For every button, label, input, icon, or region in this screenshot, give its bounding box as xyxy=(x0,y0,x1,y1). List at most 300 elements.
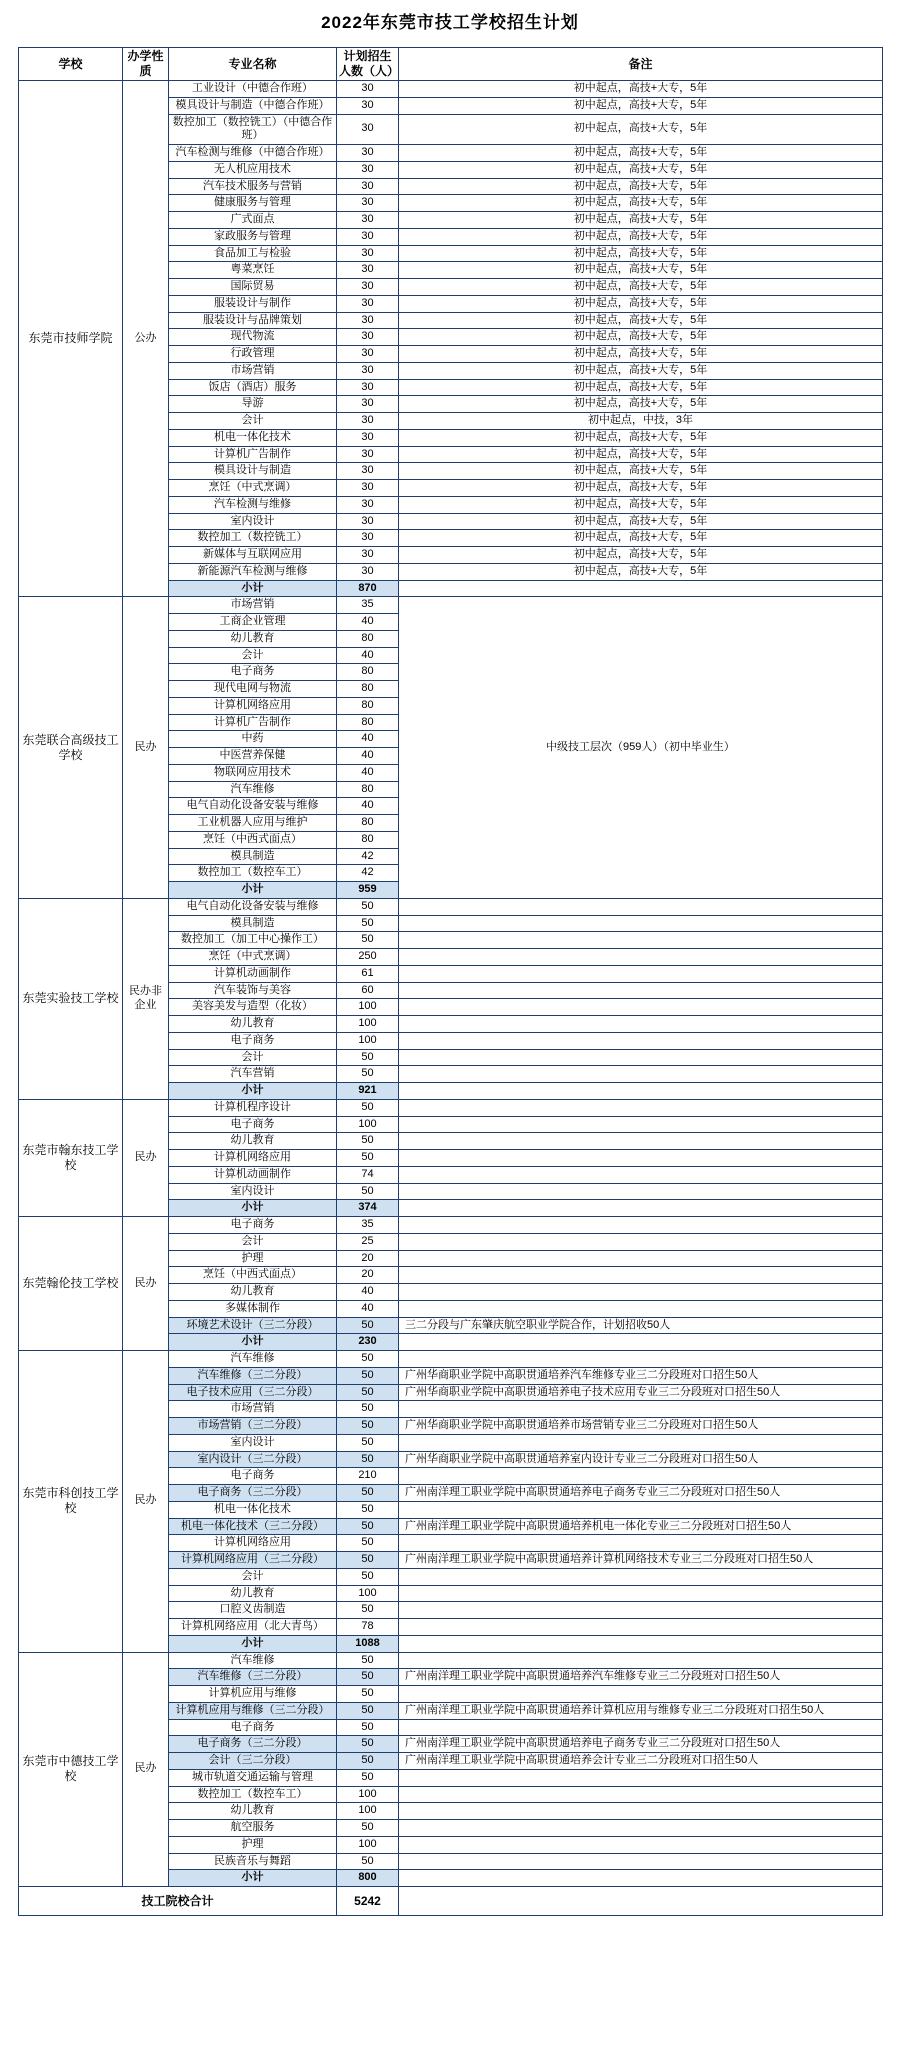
plan-count-cell: 50 xyxy=(337,1669,399,1686)
remark-cell xyxy=(399,1217,883,1234)
major-name-cell: 计算机广告制作 xyxy=(169,446,337,463)
plan-count-cell: 30 xyxy=(337,295,399,312)
header-remark: 备注 xyxy=(399,48,883,81)
remark-cell xyxy=(399,1150,883,1167)
major-name-cell: 护理 xyxy=(169,1836,337,1853)
plan-count-cell: 30 xyxy=(337,81,399,98)
plan-count-cell: 50 xyxy=(337,1501,399,1518)
plan-count-cell: 50 xyxy=(337,1485,399,1502)
school-nature-cell: 民办 xyxy=(123,1099,169,1216)
remark-cell xyxy=(399,1434,883,1451)
major-name-cell: 数控加工（数控车工） xyxy=(169,1786,337,1803)
major-name-cell: 电子商务 xyxy=(169,1719,337,1736)
remark-cell: 初中起点，高技+大专，5年 xyxy=(399,379,883,396)
remark-cell xyxy=(399,1401,883,1418)
remark-cell: 中级技工层次（959人）（初中毕业生） xyxy=(399,597,883,899)
table-row xyxy=(19,1652,883,1669)
major-name-cell: 中医营养保健 xyxy=(169,748,337,765)
plan-count-cell: 30 xyxy=(337,563,399,580)
plan-count-cell: 50 xyxy=(337,1820,399,1837)
remark-cell: 初中起点，高技+大专，5年 xyxy=(399,195,883,212)
plan-count-cell: 30 xyxy=(337,396,399,413)
subtotal-value: 959 xyxy=(337,882,399,899)
remark-cell: 广州南洋理工职业学院中高职贯通培养电子商务专业三二分段班对口招生50人 xyxy=(399,1485,883,1502)
subtotal-label: 小计 xyxy=(169,580,337,597)
major-name-cell: 室内设计 xyxy=(169,1183,337,1200)
major-name-cell: 幼儿教育 xyxy=(169,1803,337,1820)
plan-count-cell: 40 xyxy=(337,748,399,765)
major-name-cell: 计算机网络应用 xyxy=(169,697,337,714)
major-name-cell: 机电一体化技术 xyxy=(169,429,337,446)
remark-cell xyxy=(399,1820,883,1837)
major-name-cell: 汽车营销 xyxy=(169,1066,337,1083)
remark-cell: 广州南洋理工职业学院中高职贯通培养机电一体化专业三二分段班对口招生50人 xyxy=(399,1518,883,1535)
major-name-cell: 会计 xyxy=(169,413,337,430)
major-name-cell: 电子商务 xyxy=(169,1217,337,1234)
remark-cell xyxy=(399,1619,883,1636)
remark-cell: 初中起点，高技+大专，5年 xyxy=(399,446,883,463)
plan-count-cell: 50 xyxy=(337,1686,399,1703)
remark-cell: 初中起点，高技+大专，5年 xyxy=(399,563,883,580)
plan-count-cell: 42 xyxy=(337,865,399,882)
major-name-cell: 市场营销（三二分段） xyxy=(169,1418,337,1435)
school-name-cell: 东莞市中德技工学校 xyxy=(19,1652,123,1887)
remark-cell xyxy=(399,1133,883,1150)
remark-cell: 广州南洋理工职业学院中高职贯通培养计算机应用与维修专业三二分段班对口招生50人 xyxy=(399,1702,883,1719)
plan-count-cell: 50 xyxy=(337,1568,399,1585)
remark-cell xyxy=(399,1049,883,1066)
major-name-cell: 市场营销 xyxy=(169,1401,337,1418)
remark-cell: 广州南洋理工职业学院中高职贯通培养计算机网络技术专业三二分段班对口招生50人 xyxy=(399,1552,883,1569)
remark-cell xyxy=(399,1686,883,1703)
plan-count-cell: 30 xyxy=(337,312,399,329)
plan-count-cell: 50 xyxy=(337,898,399,915)
major-name-cell: 物联网应用技术 xyxy=(169,764,337,781)
plan-count-cell: 50 xyxy=(337,1518,399,1535)
major-name-cell: 粤菜烹饪 xyxy=(169,262,337,279)
remark-cell xyxy=(399,1166,883,1183)
major-name-cell: 计算机应用与维修（三二分段） xyxy=(169,1702,337,1719)
major-name-cell: 幼儿教育 xyxy=(169,630,337,647)
school-name-cell: 东莞市科创技工学校 xyxy=(19,1351,123,1653)
major-name-cell: 会计 xyxy=(169,1233,337,1250)
subtotal-remark xyxy=(399,1200,883,1217)
major-name-cell: 模具设计与制造 xyxy=(169,463,337,480)
major-name-cell: 数控加工（数控铣工） xyxy=(169,530,337,547)
plan-count-cell: 50 xyxy=(337,1853,399,1870)
remark-cell xyxy=(399,1351,883,1368)
plan-count-cell: 78 xyxy=(337,1619,399,1636)
major-name-cell: 汽车技术服务与营销 xyxy=(169,178,337,195)
major-name-cell: 幼儿教育 xyxy=(169,1016,337,1033)
remark-cell xyxy=(399,1602,883,1619)
plan-count-cell: 50 xyxy=(337,1099,399,1116)
remark-cell xyxy=(399,1535,883,1552)
plan-count-cell: 80 xyxy=(337,630,399,647)
remark-cell xyxy=(399,1568,883,1585)
plan-count-cell: 50 xyxy=(337,1736,399,1753)
major-name-cell: 饭店（酒店）服务 xyxy=(169,379,337,396)
major-name-cell: 电子技术应用（三二分段） xyxy=(169,1384,337,1401)
remark-cell: 初中起点，高技+大专，5年 xyxy=(399,312,883,329)
plan-count-cell: 40 xyxy=(337,1284,399,1301)
remark-cell xyxy=(399,1786,883,1803)
remark-cell: 初中起点，高技+大专，5年 xyxy=(399,295,883,312)
major-name-cell: 汽车维修 xyxy=(169,1351,337,1368)
remark-cell: 初中起点，高技+大专，5年 xyxy=(399,245,883,262)
school-nature-cell: 民办 xyxy=(123,1351,169,1653)
major-name-cell: 会计 xyxy=(169,1568,337,1585)
plan-count-cell: 40 xyxy=(337,798,399,815)
major-name-cell: 会计 xyxy=(169,1049,337,1066)
remark-cell: 初中起点，高技+大专，5年 xyxy=(399,513,883,530)
plan-count-cell: 50 xyxy=(337,1535,399,1552)
remark-cell: 初中起点，高技+大专，5年 xyxy=(399,362,883,379)
remark-cell xyxy=(399,1267,883,1284)
major-name-cell: 食品加工与检验 xyxy=(169,245,337,262)
table-row xyxy=(19,1351,883,1368)
plan-count-cell: 30 xyxy=(337,97,399,114)
plan-count-cell: 50 xyxy=(337,1753,399,1770)
major-name-cell: 电子商务 xyxy=(169,1116,337,1133)
plan-count-cell: 100 xyxy=(337,1032,399,1049)
remark-cell: 广州华商职业学院中高职贯通培养室内设计专业三二分段班对口招生50人 xyxy=(399,1451,883,1468)
major-name-cell: 幼儿教育 xyxy=(169,1585,337,1602)
table-body xyxy=(19,81,883,1916)
major-name-cell: 行政管理 xyxy=(169,346,337,363)
school-nature-cell: 民办 xyxy=(123,1217,169,1351)
header-major: 专业名称 xyxy=(169,48,337,81)
remark-cell: 初中起点，高技+大专，5年 xyxy=(399,212,883,229)
remark-cell xyxy=(399,1853,883,1870)
major-name-cell: 新能源汽车检测与维修 xyxy=(169,563,337,580)
remark-cell: 初中起点，高技+大专，5年 xyxy=(399,463,883,480)
remark-cell: 初中起点，高技+大专，5年 xyxy=(399,81,883,98)
major-name-cell: 美容美发与造型（化妆） xyxy=(169,999,337,1016)
plan-count-cell: 50 xyxy=(337,1049,399,1066)
remark-cell: 广州华商职业学院中高职贯通培养电子技术应用专业三二分段班对口招生50人 xyxy=(399,1384,883,1401)
grand-total-row xyxy=(19,1887,883,1916)
plan-count-cell: 30 xyxy=(337,413,399,430)
subtotal-value: 800 xyxy=(337,1870,399,1887)
major-name-cell: 工商企业管理 xyxy=(169,614,337,631)
major-name-cell: 计算机程序设计 xyxy=(169,1099,337,1116)
major-name-cell: 电气自动化设备安装与维修 xyxy=(169,898,337,915)
enrollment-plan-table xyxy=(18,47,883,1916)
plan-count-cell: 50 xyxy=(337,1719,399,1736)
plan-count-cell: 100 xyxy=(337,1585,399,1602)
subtotal-value: 921 xyxy=(337,1083,399,1100)
plan-count-cell: 30 xyxy=(337,245,399,262)
remark-cell xyxy=(399,932,883,949)
plan-count-cell: 30 xyxy=(337,446,399,463)
subtotal-label: 小计 xyxy=(169,1635,337,1652)
plan-count-cell: 20 xyxy=(337,1267,399,1284)
plan-count-cell: 50 xyxy=(337,1451,399,1468)
plan-count-cell: 80 xyxy=(337,664,399,681)
remark-cell: 初中起点，高技+大专，5年 xyxy=(399,161,883,178)
major-name-cell: 机电一体化技术 xyxy=(169,1501,337,1518)
subtotal-remark xyxy=(399,580,883,597)
major-name-cell: 汽车维修 xyxy=(169,781,337,798)
remark-cell xyxy=(399,949,883,966)
major-name-cell: 模具制造 xyxy=(169,915,337,932)
plan-count-cell: 61 xyxy=(337,965,399,982)
plan-count-cell: 80 xyxy=(337,714,399,731)
plan-count-cell: 50 xyxy=(337,1652,399,1669)
plan-count-cell: 50 xyxy=(337,1150,399,1167)
plan-count-cell: 30 xyxy=(337,429,399,446)
plan-count-cell: 30 xyxy=(337,496,399,513)
major-name-cell: 烹饪（中西式面点） xyxy=(169,1267,337,1284)
major-name-cell: 新媒体与互联网应用 xyxy=(169,547,337,564)
major-name-cell: 口腔义齿制造 xyxy=(169,1602,337,1619)
major-name-cell: 现代物流 xyxy=(169,329,337,346)
remark-cell xyxy=(399,965,883,982)
major-name-cell: 模具设计与制造（中德合作班） xyxy=(169,97,337,114)
remark-cell: 初中起点，高技+大专，5年 xyxy=(399,329,883,346)
plan-count-cell: 100 xyxy=(337,999,399,1016)
major-name-cell: 国际贸易 xyxy=(169,279,337,296)
major-name-cell: 计算机应用与维修 xyxy=(169,1686,337,1703)
subtotal-value: 870 xyxy=(337,580,399,597)
table-row xyxy=(19,597,883,614)
plan-count-cell: 30 xyxy=(337,547,399,564)
school-name-cell: 东莞市翰东技工学校 xyxy=(19,1099,123,1216)
school-nature-cell: 公办 xyxy=(123,81,169,597)
major-name-cell: 室内设计 xyxy=(169,513,337,530)
plan-count-cell: 50 xyxy=(337,1183,399,1200)
major-name-cell: 电子商务（三二分段） xyxy=(169,1736,337,1753)
major-name-cell: 市场营销 xyxy=(169,362,337,379)
remark-cell xyxy=(399,1585,883,1602)
subtotal-remark xyxy=(399,1334,883,1351)
remark-cell: 三二分段与广东肇庆航空职业学院合作，计划招收50人 xyxy=(399,1317,883,1334)
plan-count-cell: 50 xyxy=(337,1602,399,1619)
subtotal-label: 小计 xyxy=(169,1870,337,1887)
table-row xyxy=(19,1099,883,1116)
major-name-cell: 室内设计 xyxy=(169,1434,337,1451)
major-name-cell: 会计 xyxy=(169,647,337,664)
major-name-cell: 电子商务 xyxy=(169,664,337,681)
header-plan-count: 计划招生人数（人） xyxy=(337,48,399,81)
plan-count-cell: 30 xyxy=(337,480,399,497)
page-title: 2022年东莞市技工学校招生计划 xyxy=(321,13,579,32)
major-name-cell: 烹饪（中西式面点） xyxy=(169,831,337,848)
major-name-cell: 模具制造 xyxy=(169,848,337,865)
plan-count-cell: 50 xyxy=(337,1418,399,1435)
major-name-cell: 计算机网络应用 xyxy=(169,1150,337,1167)
plan-count-cell: 42 xyxy=(337,848,399,865)
remark-cell xyxy=(399,982,883,999)
table-header-row xyxy=(19,48,883,81)
plan-count-cell: 80 xyxy=(337,681,399,698)
plan-count-cell: 40 xyxy=(337,764,399,781)
major-name-cell: 工业设计（中德合作班） xyxy=(169,81,337,98)
major-name-cell: 烹饪（中式烹调） xyxy=(169,949,337,966)
major-name-cell: 计算机动画制作 xyxy=(169,1166,337,1183)
plan-count-cell: 50 xyxy=(337,1769,399,1786)
school-nature-cell: 民办 xyxy=(123,1652,169,1887)
plan-count-cell: 100 xyxy=(337,1016,399,1033)
remark-cell: 广州南洋理工职业学院中高职贯通培养电子商务专业三二分段班对口招生50人 xyxy=(399,1736,883,1753)
remark-cell xyxy=(399,1501,883,1518)
remark-cell: 初中起点，高技+大专，5年 xyxy=(399,228,883,245)
remark-cell: 初中起点，高技+大专，5年 xyxy=(399,262,883,279)
plan-count-cell: 100 xyxy=(337,1836,399,1853)
plan-count-cell: 250 xyxy=(337,949,399,966)
remark-cell: 广州华商职业学院中高职贯通培养汽车维修专业三二分段班对口招生50人 xyxy=(399,1367,883,1384)
plan-count-cell: 20 xyxy=(337,1250,399,1267)
plan-count-cell: 30 xyxy=(337,329,399,346)
plan-count-cell: 30 xyxy=(337,195,399,212)
plan-count-cell: 30 xyxy=(337,228,399,245)
plan-count-cell: 30 xyxy=(337,463,399,480)
major-name-cell: 家政服务与管理 xyxy=(169,228,337,245)
major-name-cell: 烹饪（中式烹调） xyxy=(169,480,337,497)
remark-cell xyxy=(399,1836,883,1853)
remark-cell xyxy=(399,1769,883,1786)
plan-count-cell: 30 xyxy=(337,212,399,229)
major-name-cell: 计算机网络应用（三二分段） xyxy=(169,1552,337,1569)
subtotal-value: 1088 xyxy=(337,1635,399,1652)
remark-cell: 初中起点，高技+大专，5年 xyxy=(399,114,883,145)
major-name-cell: 汽车装饰与美容 xyxy=(169,982,337,999)
plan-count-cell: 35 xyxy=(337,1217,399,1234)
remark-cell xyxy=(399,1233,883,1250)
plan-count-cell: 30 xyxy=(337,362,399,379)
plan-count-cell: 80 xyxy=(337,815,399,832)
plan-count-cell: 30 xyxy=(337,346,399,363)
major-name-cell: 汽车维修 xyxy=(169,1652,337,1669)
major-name-cell: 汽车维修（三二分段） xyxy=(169,1669,337,1686)
subtotal-value: 230 xyxy=(337,1334,399,1351)
plan-count-cell: 50 xyxy=(337,1351,399,1368)
major-name-cell: 护理 xyxy=(169,1250,337,1267)
school-name-cell: 东莞翰伦技工学校 xyxy=(19,1217,123,1351)
major-name-cell: 导游 xyxy=(169,396,337,413)
remark-cell: 初中起点，高技+大专，5年 xyxy=(399,346,883,363)
header-school: 学校 xyxy=(19,48,123,81)
major-name-cell: 无人机应用技术 xyxy=(169,161,337,178)
remark-cell xyxy=(399,1032,883,1049)
plan-count-cell: 60 xyxy=(337,982,399,999)
major-name-cell: 服装设计与品牌策划 xyxy=(169,312,337,329)
major-name-cell: 会计（三二分段） xyxy=(169,1753,337,1770)
plan-count-cell: 30 xyxy=(337,114,399,145)
grand-total-label: 技工院校合计 xyxy=(19,1887,337,1916)
remark-cell: 初中起点，高技+大专，5年 xyxy=(399,396,883,413)
major-name-cell: 环境艺术设计（三二分段） xyxy=(169,1317,337,1334)
remark-cell xyxy=(399,1183,883,1200)
remark-cell: 初中起点，高技+大专，5年 xyxy=(399,178,883,195)
remark-cell xyxy=(399,1300,883,1317)
major-name-cell: 计算机广告制作 xyxy=(169,714,337,731)
table-row xyxy=(19,898,883,915)
remark-cell xyxy=(399,1652,883,1669)
school-name-cell: 东莞联合高级技工学校 xyxy=(19,597,123,899)
major-name-cell: 电子商务 xyxy=(169,1468,337,1485)
remark-cell xyxy=(399,1250,883,1267)
remark-cell xyxy=(399,1468,883,1485)
major-name-cell: 市场营销 xyxy=(169,597,337,614)
major-name-cell: 计算机网络应用（北大青鸟） xyxy=(169,1619,337,1636)
plan-count-cell: 74 xyxy=(337,1166,399,1183)
plan-count-cell: 80 xyxy=(337,697,399,714)
major-name-cell: 机电一体化技术（三二分段） xyxy=(169,1518,337,1535)
remark-cell: 广州南洋理工职业学院中高职贯通培养会计专业三二分段班对口招生50人 xyxy=(399,1753,883,1770)
grand-total-value: 5242 xyxy=(337,1887,399,1916)
plan-count-cell: 50 xyxy=(337,1552,399,1569)
remark-cell xyxy=(399,898,883,915)
major-name-cell: 广式面点 xyxy=(169,212,337,229)
subtotal-label: 小计 xyxy=(169,1200,337,1217)
plan-count-cell: 30 xyxy=(337,279,399,296)
subtotal-remark xyxy=(399,1635,883,1652)
subtotal-value: 374 xyxy=(337,1200,399,1217)
major-name-cell: 数控加工（数控车工） xyxy=(169,865,337,882)
school-nature-cell: 民办 xyxy=(123,597,169,899)
plan-count-cell: 25 xyxy=(337,1233,399,1250)
plan-count-cell: 30 xyxy=(337,161,399,178)
plan-count-cell: 30 xyxy=(337,530,399,547)
table-row xyxy=(19,1217,883,1234)
major-name-cell: 航空服务 xyxy=(169,1820,337,1837)
major-name-cell: 城市轨道交通运输与管理 xyxy=(169,1769,337,1786)
major-name-cell: 电子商务（三二分段） xyxy=(169,1485,337,1502)
remark-cell: 广州南洋理工职业学院中高职贯通培养汽车维修专业三二分段班对口招生50人 xyxy=(399,1669,883,1686)
major-name-cell: 计算机动画制作 xyxy=(169,965,337,982)
plan-count-cell: 80 xyxy=(337,831,399,848)
plan-count-cell: 30 xyxy=(337,513,399,530)
major-name-cell: 现代电网与物流 xyxy=(169,681,337,698)
major-name-cell: 汽车检测与维修 xyxy=(169,496,337,513)
remark-cell xyxy=(399,1719,883,1736)
plan-count-cell: 30 xyxy=(337,145,399,162)
plan-count-cell: 30 xyxy=(337,178,399,195)
remark-cell xyxy=(399,1116,883,1133)
major-name-cell: 电子商务 xyxy=(169,1032,337,1049)
plan-count-cell: 50 xyxy=(337,1317,399,1334)
remark-cell: 初中起点，高技+大专，5年 xyxy=(399,279,883,296)
major-name-cell: 电气自动化设备安装与维修 xyxy=(169,798,337,815)
remark-cell xyxy=(399,999,883,1016)
plan-count-cell: 30 xyxy=(337,262,399,279)
subtotal-label: 小计 xyxy=(169,1334,337,1351)
plan-count-cell: 50 xyxy=(337,1702,399,1719)
plan-count-cell: 50 xyxy=(337,932,399,949)
plan-count-cell: 35 xyxy=(337,597,399,614)
remark-cell xyxy=(399,915,883,932)
major-name-cell: 健康服务与管理 xyxy=(169,195,337,212)
plan-count-cell: 80 xyxy=(337,781,399,798)
plan-count-cell: 100 xyxy=(337,1116,399,1133)
plan-count-cell: 30 xyxy=(337,379,399,396)
major-name-cell: 计算机网络应用 xyxy=(169,1535,337,1552)
plan-count-cell: 40 xyxy=(337,731,399,748)
plan-count-cell: 100 xyxy=(337,1803,399,1820)
plan-count-cell: 50 xyxy=(337,1384,399,1401)
major-name-cell: 多媒体制作 xyxy=(169,1300,337,1317)
school-name-cell: 东莞市技师学院 xyxy=(19,81,123,597)
major-name-cell: 室内设计（三二分段） xyxy=(169,1451,337,1468)
subtotal-remark xyxy=(399,1083,883,1100)
major-name-cell: 工业机器人应用与维护 xyxy=(169,815,337,832)
major-name-cell: 幼儿教育 xyxy=(169,1284,337,1301)
remark-cell: 初中起点，高技+大专，5年 xyxy=(399,480,883,497)
remark-cell xyxy=(399,1284,883,1301)
plan-count-cell: 40 xyxy=(337,1300,399,1317)
